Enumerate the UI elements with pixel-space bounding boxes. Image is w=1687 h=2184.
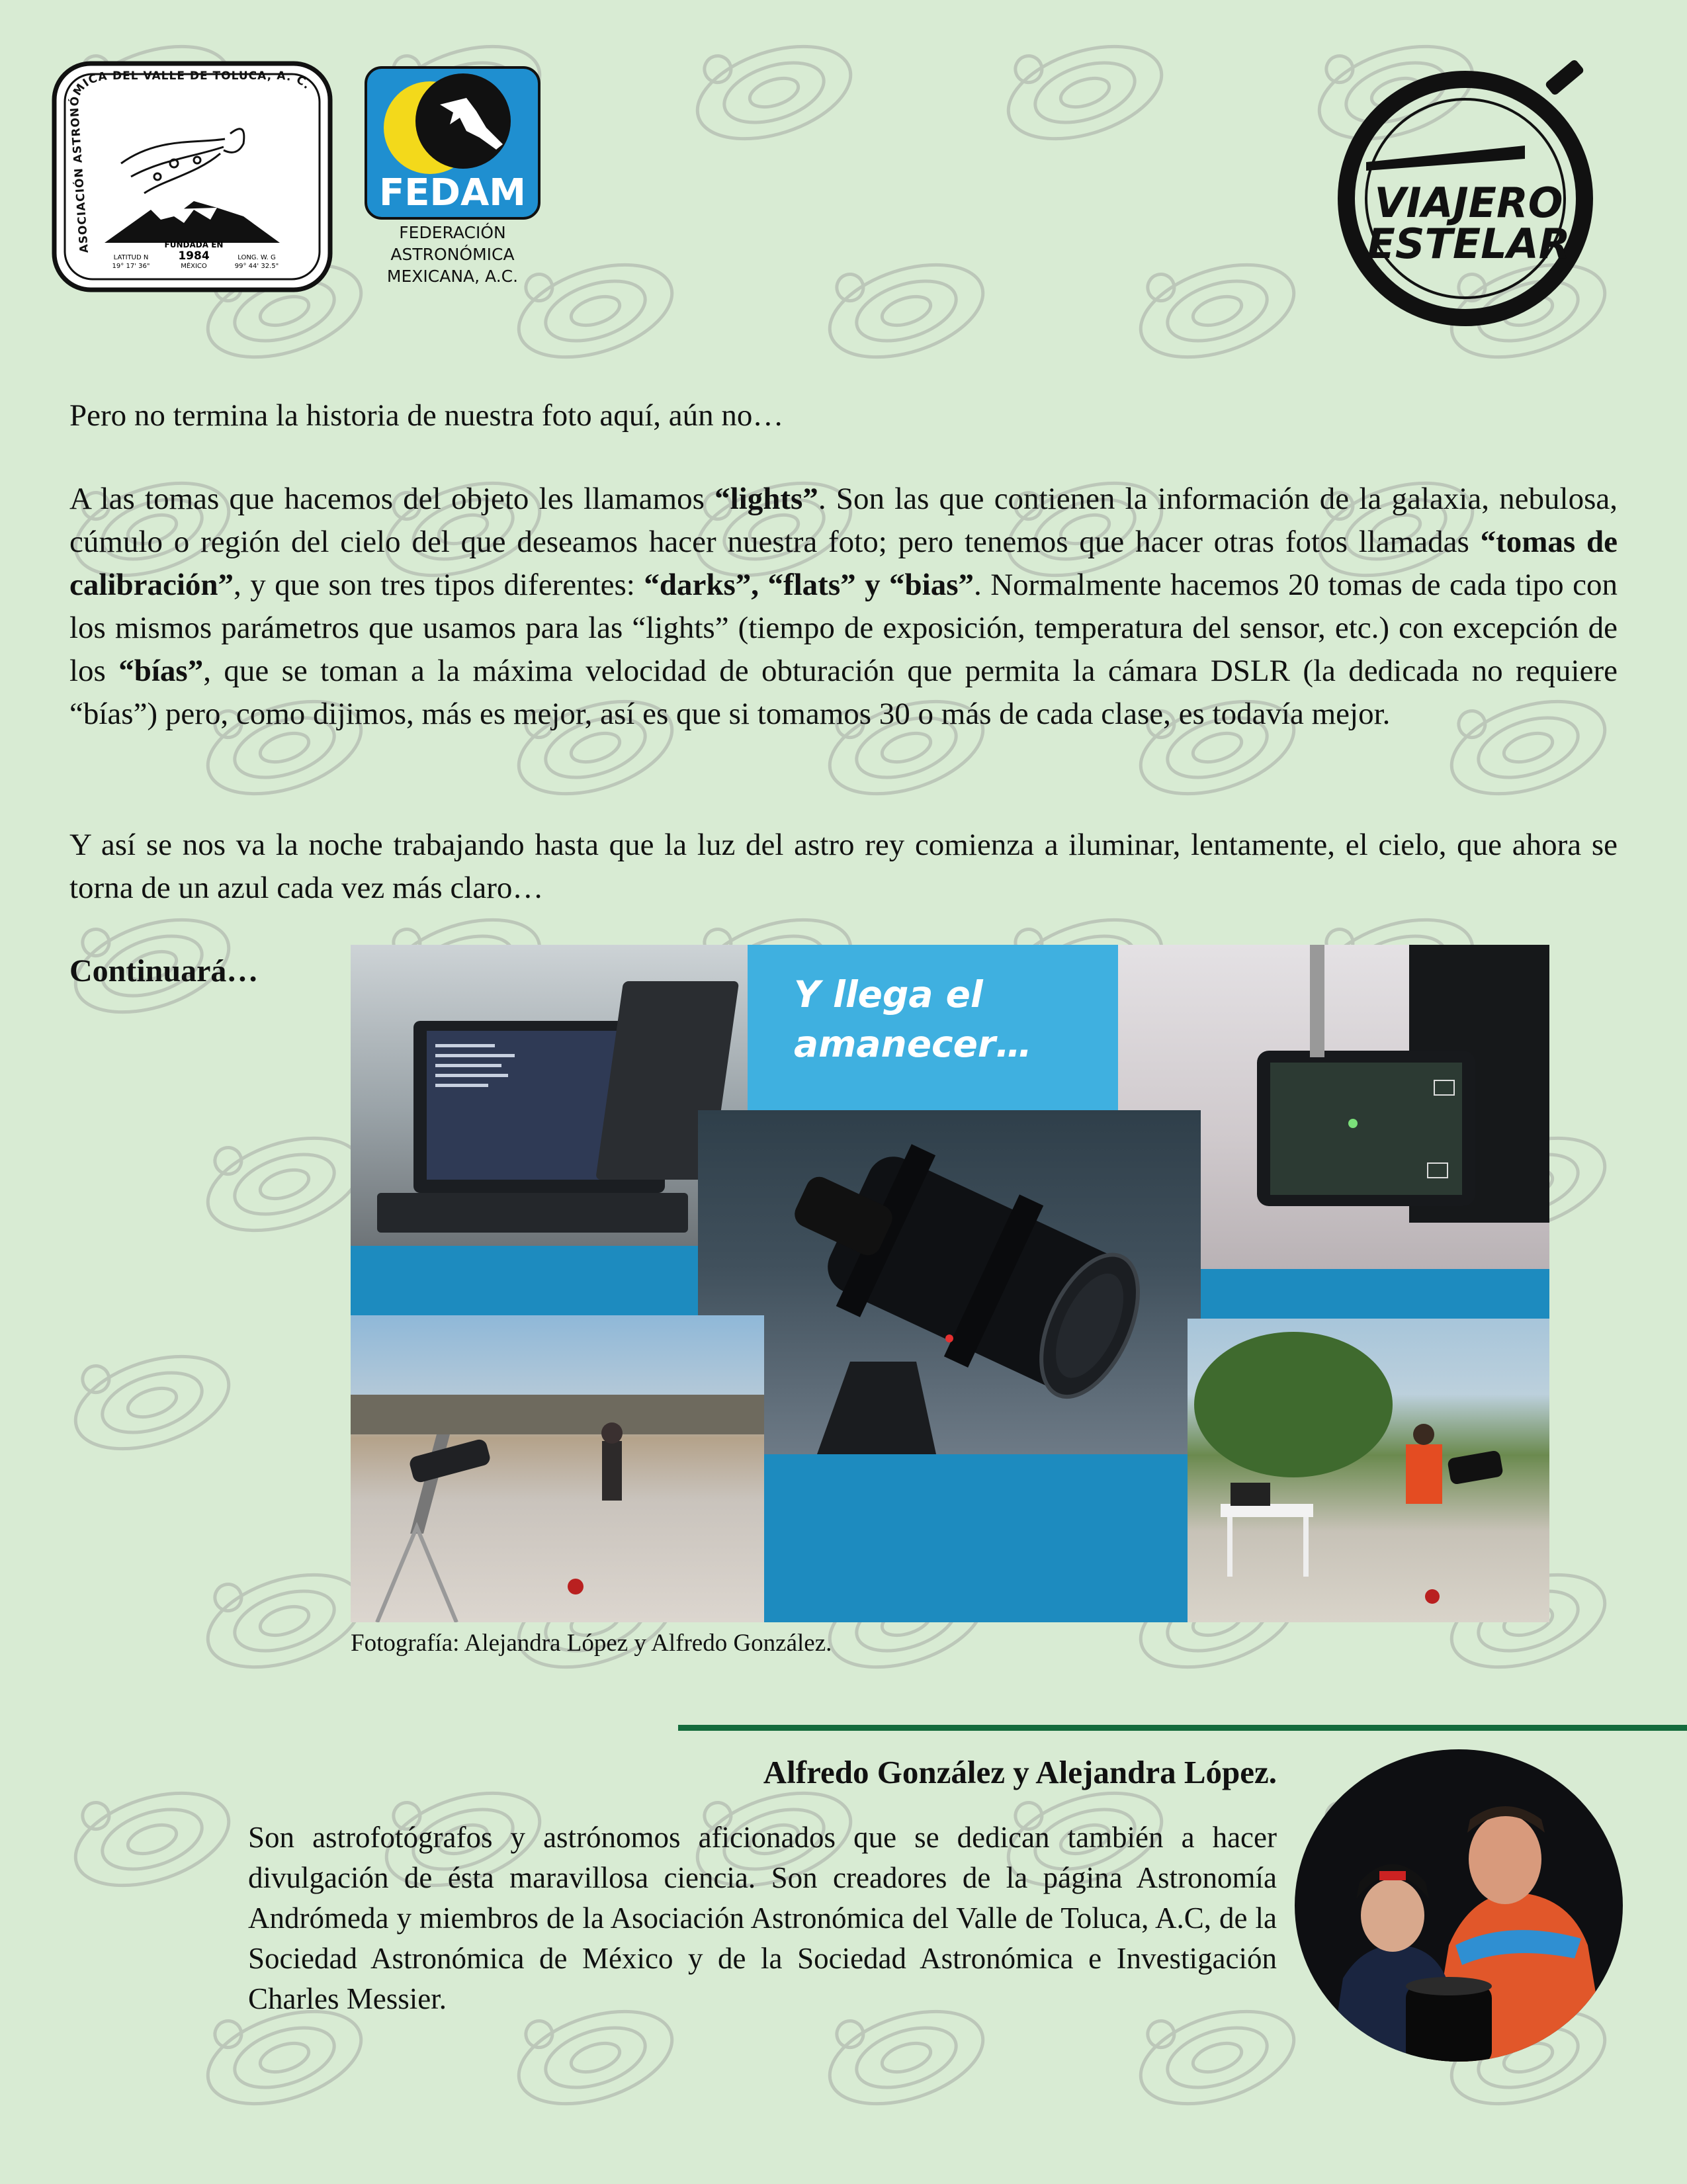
paragraph-text: , y que son tres tipos diferentes:	[234, 568, 644, 602]
fedam-line1: FEDERACIÓN	[399, 223, 506, 242]
intro-paragraph: Pero no termina la historia de nuestra foto aquí, aún no…	[69, 398, 784, 433]
orbit-pattern-icon	[60, 1765, 240, 1903]
banner-line1: Y llega el	[794, 973, 983, 1016]
term-darks-flats-bias: “darks”, “flats” y “bias”	[644, 568, 974, 602]
orbit-pattern-icon	[60, 1328, 240, 1466]
viajero-estelar-logo	[1326, 40, 1624, 337]
orbit-pattern-icon	[682, 18, 862, 156]
aavt-ring-text: ASOCIACIÓN ASTRONÓMICA DEL VALLE DE TOLUCA, A. C.	[67, 69, 314, 254]
calibration-paragraph	[69, 478, 1618, 736]
paragraph-text: A las tomas que hacemos del objeto les llamamos	[69, 482, 715, 516]
aavt-country: MÉXICO	[181, 263, 207, 270]
viajero-line2: ESTELAR	[1367, 220, 1571, 268]
photo-rooftop-setup	[351, 1315, 764, 1622]
paragraph-text: . Normalmente hacemos 20 tomas de cada tipo con los mismos parámetros que usamos para las “lights” (tiempo de exposición, temperatura del sensor, etc.) con excepción de los	[69, 568, 1618, 688]
to-be-continued: Continuará…	[69, 953, 259, 988]
photo-telescope	[698, 1110, 1201, 1454]
paragraph-text: . Son las que contienen la información de la galaxia, nebulosa, cúmulo o región del cielo del que deseamos hacer nuestra foto; pero tenemos que hacer otras fotos llamadas	[69, 482, 1618, 559]
aavt-lat-value: 19° 17' 36"	[112, 263, 150, 270]
photo-collage	[351, 945, 1549, 1622]
aavt-founded-year: 1984	[178, 249, 210, 263]
author-photo	[1290, 1747, 1634, 2064]
term-lights: “lights”	[714, 482, 818, 516]
orbit-pattern-icon	[193, 1546, 372, 1684]
photo-laptop	[351, 945, 748, 1246]
term-bias: “bías”	[118, 654, 204, 688]
telescope-icon	[1366, 146, 1525, 171]
term-calibration-shots: “tomas de calibración”	[69, 525, 1618, 602]
author-divider	[678, 1725, 1687, 1731]
photo-caption: Fotografía: Alejandra López y Alfredo González.	[351, 1630, 832, 1657]
orbit-pattern-icon	[993, 18, 1173, 156]
aavt-founded-label: FUNDADA EN	[164, 240, 224, 249]
dawn-banner	[748, 945, 1118, 1110]
fedam-acronym: FEDAM	[378, 171, 527, 214]
orbit-pattern-icon	[193, 1110, 372, 1248]
dawn-paragraph: Y así se nos va la noche trabajando hasta que la luz del astro rey comienza a iluminar, lentamente, el cielo, que ahora se torna de un azul cada vez más claro…	[69, 828, 1618, 905]
author-name: Alfredo González y Alejandra López.	[763, 1754, 1277, 1790]
viajero-line1: VIAJERO	[1374, 179, 1563, 227]
fedam-line2: ASTRONÓMICA	[390, 245, 515, 264]
orbit-pattern-icon	[814, 236, 994, 374]
author-bio: Son astrofotógrafos y astrónomos aficionados que se dedican también a hacer divulgación de ésta maravillosa ciencia. Son creadores de la página Astronomía Andrómeda y miembros de la Asociación Astronómica del Valle de Toluca, A.C, de la Sociedad Astronómica de México y de la Sociedad Astronómica e Investigación Charles Messier.	[248, 1821, 1277, 2015]
aavt-logo	[52, 61, 333, 292]
fedam-logo	[361, 65, 546, 290]
banner-line2: amanecer…	[794, 1023, 1033, 1065]
aavt-long-label: LONG. W. G	[238, 254, 276, 261]
aavt-lat-label: LATITUD N	[113, 254, 149, 261]
orbit-pattern-icon	[1125, 236, 1305, 374]
fedam-line3: MEXICANA, A.C.	[386, 267, 519, 286]
paragraph-text: , que se toman a la máxima velocidad de obturación que permita la cámara DSLR (la dedicada no requiere “bías”) pero, como dijimos, más es mejor, así es que si tomamos 30 o más de cada clase, es todavía mejor.	[69, 654, 1618, 731]
photo-park-setup	[1188, 1319, 1549, 1622]
aavt-long-value: 99° 44' 32.5"	[234, 263, 279, 270]
